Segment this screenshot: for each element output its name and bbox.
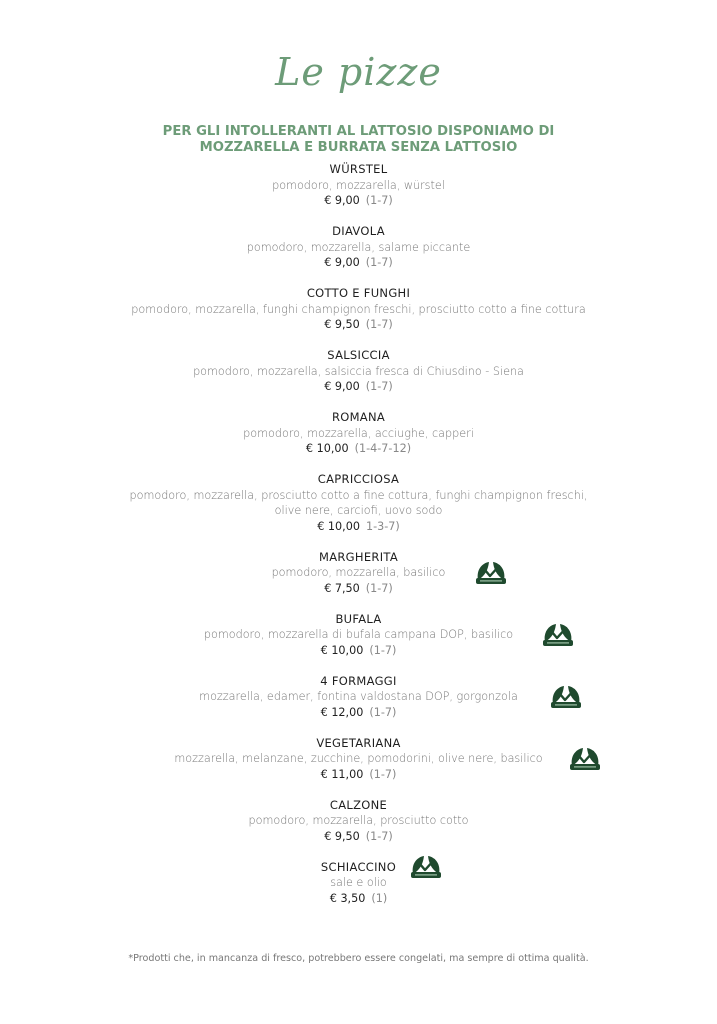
price-line <box>0 441 717 457</box>
pizza-price: € 10,00 <box>305 442 349 455</box>
list-item <box>0 550 717 597</box>
pizza-name: SCHIACCINO <box>320 859 397 874</box>
vegetarian-leaf-icon <box>568 746 602 772</box>
pizza-ingredients: olive nere, carciofi, uovo sodo <box>274 504 443 517</box>
pizza-ingredients: mozzarella, edamer, fontina valdostana DOP, gorgonzola <box>199 690 518 703</box>
vegetarian-leaf-icon <box>409 854 443 880</box>
allergen-codes: (1) <box>371 891 388 905</box>
allergen-codes: (1-7) <box>365 256 393 269</box>
list-item <box>0 860 717 907</box>
footer-note: *Prodotti che, in mancanza di fresco, potrebbero essere congelati, ma sempre di ottima qualità. <box>128 953 589 964</box>
pizza-ingredients: pomodoro, mozzarella, basilico <box>271 566 446 579</box>
allergen-codes: (1-7) <box>369 643 397 657</box>
pizza-name: SALSICCIA <box>327 348 390 362</box>
pizza-price: € 7,50 <box>324 581 360 595</box>
allergen-codes: (1-7) <box>365 318 393 331</box>
list-item <box>0 286 717 333</box>
pizza-ingredients: mozzarella, melanzane, zucchine, pomodorini, olive nere, basilico <box>174 752 543 765</box>
pizza-price: € 11,00 <box>320 767 364 781</box>
list-item <box>0 736 717 783</box>
pizza-name: CAPRICCIOSA <box>317 472 400 486</box>
list-item <box>0 472 717 534</box>
allergen-codes: (1-7) <box>365 194 393 207</box>
pizza-price: € 12,00 <box>320 705 364 719</box>
pizza-ingredients: sale e olio <box>330 876 387 889</box>
price-line <box>0 193 717 209</box>
pizza-name: BUFALA <box>335 611 382 626</box>
allergen-codes: (1-7) <box>365 581 393 595</box>
pizza-price: € 9,50 <box>324 318 360 331</box>
pizza-price: € 3,50 <box>329 891 366 905</box>
allergen-codes: (1-7) <box>369 705 397 719</box>
lactose-notice <box>0 124 717 156</box>
pizza-ingredients: pomodoro, mozzarella, funghi champignon freschi, prosciutto cotto a fine cottura <box>131 302 586 316</box>
pizza-ingredients: pomodoro, mozzarella, salame piccante <box>246 240 471 254</box>
allergen-codes: 1-3-7) <box>365 519 400 533</box>
price-line <box>0 643 717 659</box>
price-line <box>0 705 717 721</box>
list-item <box>0 410 717 457</box>
pizza-name: VEGETARIANA <box>316 735 401 750</box>
price-line <box>0 519 717 535</box>
list-item <box>0 224 717 271</box>
notice-line-1: PER GLI INTOLLERANTI AL LATTOSIO DISPONIAMO DI <box>162 124 555 139</box>
pizza-ingredients: pomodoro, mozzarella, würstel <box>272 178 445 192</box>
vegetarian-leaf-icon <box>541 622 575 648</box>
allergen-codes: (1-4-7-12) <box>354 442 412 455</box>
pizza-ingredients: pomodoro, mozzarella, prosciutto cotto <box>248 814 469 827</box>
list-item <box>0 674 717 721</box>
pizza-name: COTTO E FUNGHI <box>306 286 411 300</box>
pizza-price: € 10,00 <box>320 643 364 657</box>
pizza-price: € 9,50 <box>324 829 360 843</box>
pizza-price: € 10,00 <box>317 519 360 533</box>
allergen-codes: (1-7) <box>365 380 393 393</box>
price-line <box>0 255 717 271</box>
vegetarian-leaf-icon <box>549 684 583 710</box>
price-line <box>0 829 717 845</box>
page-title: Le pizze <box>275 50 442 94</box>
list-item <box>0 162 717 209</box>
price-line <box>0 581 717 597</box>
pizza-name: CALZONE <box>329 797 388 812</box>
pizza-name: DIAVOLA <box>332 224 385 238</box>
list-item <box>0 612 717 659</box>
pizza-ingredients: pomodoro, mozzarella, prosciutto cotto a fine cottura, funghi champignon freschi, <box>129 488 588 502</box>
price-line <box>0 767 717 783</box>
pizza-name: MARGHERITA <box>319 549 398 564</box>
price-line <box>0 317 717 333</box>
pizza-ingredients: pomodoro, mozzarella di bufala campana DOP, basilico <box>203 628 514 641</box>
vegetarian-leaf-icon <box>474 560 508 586</box>
pizza-price: € 9,00 <box>324 380 360 393</box>
allergen-codes: (1-7) <box>369 767 397 781</box>
pizza-price: € 9,00 <box>324 256 360 269</box>
allergen-codes: (1-7) <box>365 829 393 843</box>
pizza-name: WÜRSTEL <box>329 162 388 176</box>
pizza-name: 4 FORMAGGI <box>320 673 397 688</box>
list-item <box>0 798 717 845</box>
notice-line-2: MOZZARELLA E BURRATA SENZA LATTOSIO <box>199 140 518 155</box>
pizza-ingredients: pomodoro, mozzarella, acciughe, capperi <box>243 426 474 440</box>
pizza-name: ROMANA <box>331 410 386 424</box>
list-item <box>0 348 717 395</box>
pizza-list <box>0 162 717 922</box>
pizza-ingredients: pomodoro, mozzarella, salsiccia fresca di Chiusdino - Siena <box>193 364 524 378</box>
pizza-price: € 9,00 <box>324 194 360 207</box>
price-line <box>0 891 717 907</box>
price-line <box>0 379 717 395</box>
